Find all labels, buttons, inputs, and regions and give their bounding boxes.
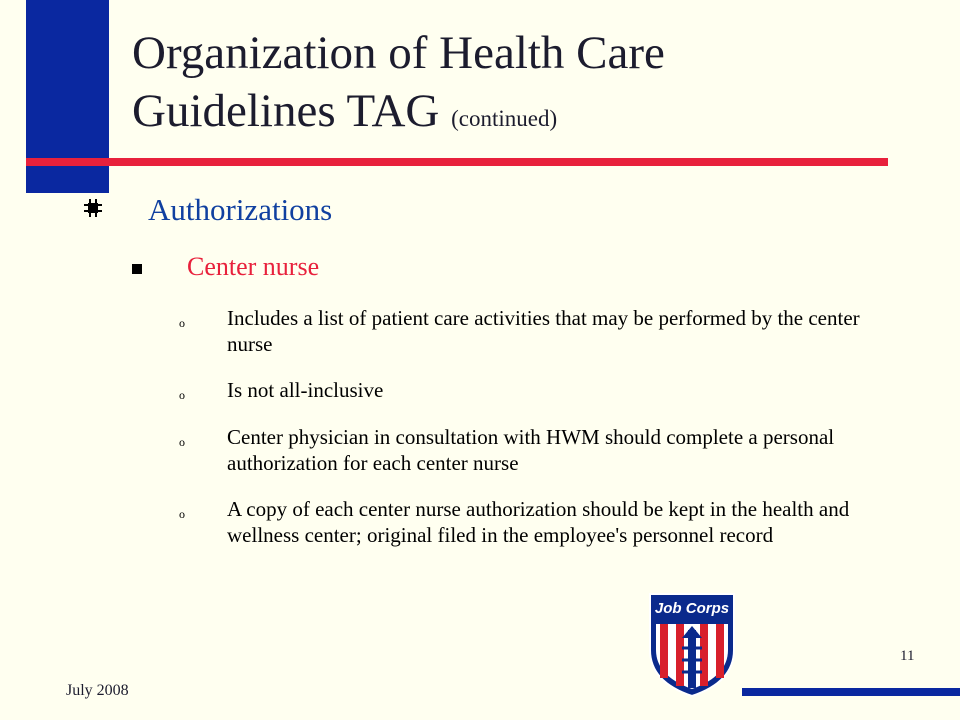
list-item-text: A copy of each center nurse authorization should be kept in the health and wellness center; original filed in the employee's personnel record — [227, 497, 850, 547]
footer-accent-bar — [742, 688, 960, 696]
title-suffix: (continued) — [451, 106, 558, 131]
section-subheading: Center nurse — [187, 252, 320, 281]
level3-bullet-icon: o — [179, 316, 185, 330]
section-heading: Authorizations — [148, 192, 333, 227]
logo-text: Job Corps — [654, 600, 730, 617]
slide-title — [132, 24, 932, 148]
list-item-text: Is not all-inclusive — [227, 378, 384, 402]
list-item — [179, 377, 879, 403]
title-line-2 — [132, 82, 932, 148]
list-item — [179, 305, 879, 357]
level3-bullet-icon: o — [179, 507, 185, 521]
level1-bullet-icon — [84, 199, 102, 217]
title-divider — [26, 158, 888, 166]
page-number: 11 — [900, 648, 915, 664]
job-corps-logo — [646, 590, 738, 698]
level3-bullet-icon: o — [179, 388, 185, 402]
list-item-text: Includes a list of patient care activities that may be performed by the center nurse — [227, 306, 860, 356]
list-item — [179, 496, 879, 548]
level2-bullet-icon — [132, 264, 142, 274]
list-item — [179, 424, 879, 476]
level3-bullet-icon: o — [179, 435, 185, 449]
title-line-2-text: Guidelines TAG — [132, 85, 440, 137]
footer-date: July 2008 — [66, 682, 129, 699]
title-line-1: Organization of Health Care — [132, 27, 665, 79]
list-item-text: Center physician in consultation with HWM should complete a personal authorization for each center nurse — [227, 425, 835, 475]
